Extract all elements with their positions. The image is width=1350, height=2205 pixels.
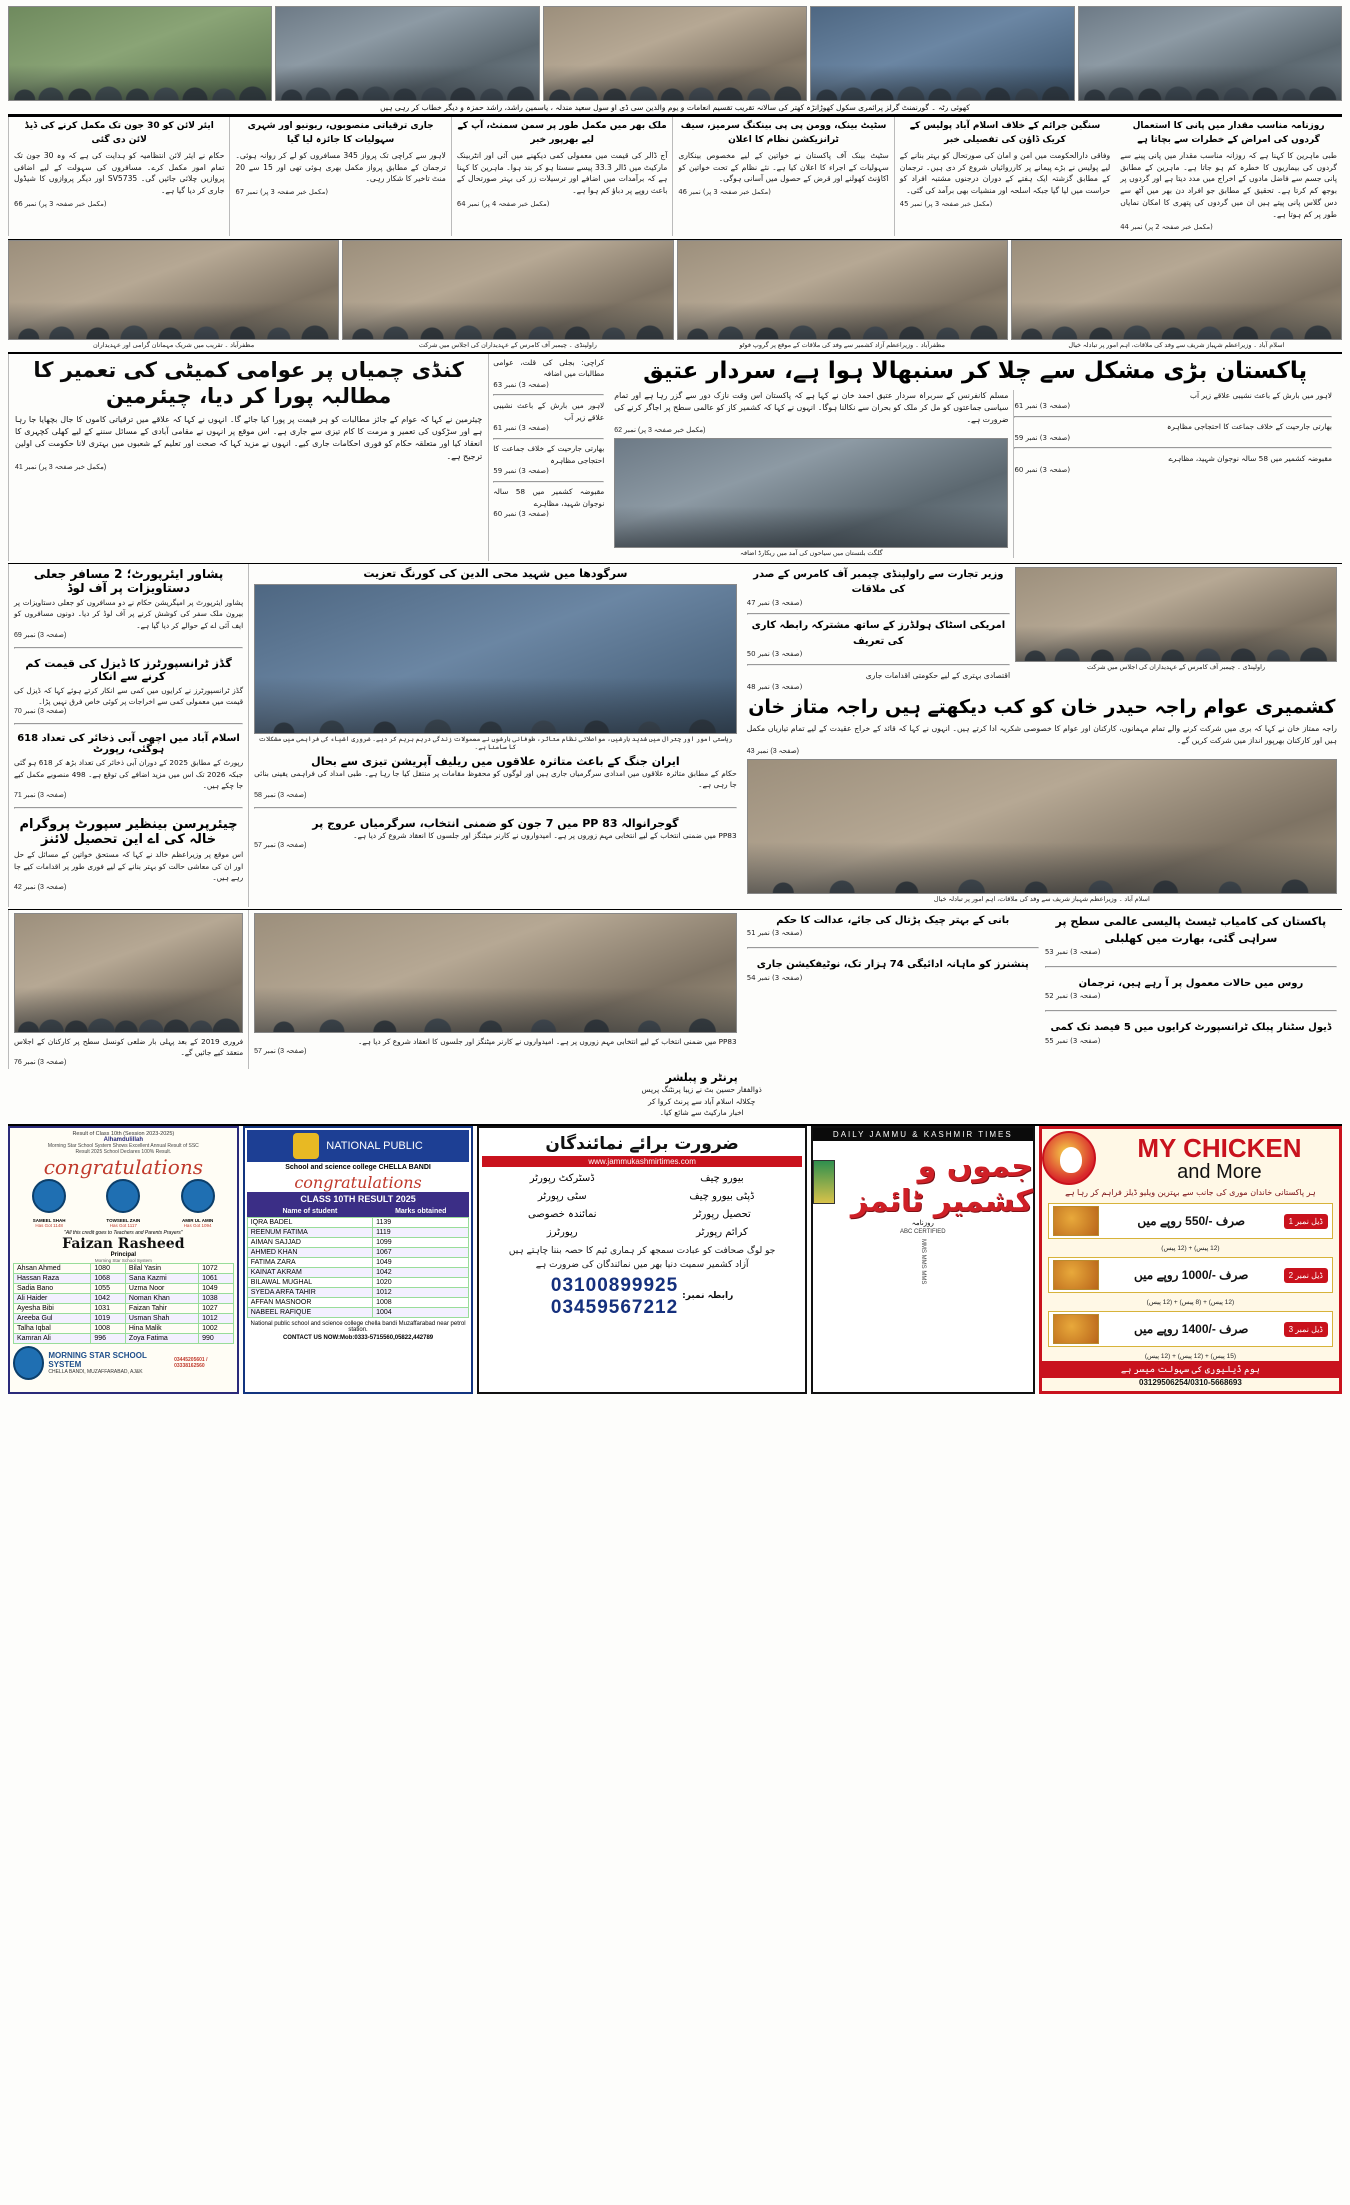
school-logo xyxy=(13,1346,44,1380)
table-row: IQRA BADEL 1139 xyxy=(247,1217,469,1227)
photo-event-2 xyxy=(275,6,539,101)
photo-event-1 xyxy=(8,6,272,101)
np-results-table: Name of student Marks obtained IQRA BADEL 1139 REENUM FATIMA 1119 AIMAN SAJJAD 1099 AHMED KHAN 1067 FATIMA ZARA 1049 KAINAT AKRAM 1042 BILAWAL MUGHAL 1020 SYEDA ARFA TAHIR 1012 AFFAN MASNOOR 1008 NABEEL RAFIQUE 1004 xyxy=(247,1206,470,1318)
top-photo-strip xyxy=(8,6,1342,101)
center-ad-column xyxy=(477,1126,806,1394)
side-briefs: کراچی: بجلی کی قلت، عوامی مطالبات میں اضافہ (صفحہ 3) نمبر 63 لاہور میں بارش کے باعث نشیبی علاقے زیر آب (صفحہ 3) نمبر 61 بھارتی جارحیت کے خلاف جماعت کا احتجاجی مظاہرہ (صفحہ 3) نمبر 59 مقبوضہ کشمیر میں 58 سالہ نوجوان شہید، مظاہرے (صفحہ 3) نمبر 60 xyxy=(488,354,608,561)
photo-seminar xyxy=(14,913,243,1033)
center-mid: سرگودھا میں شہید محی الدین کی کورنگ تعزیت ریاستی امور اور چترال میں شدید بارشیں، مواصلاتی نظام متاثر، طوفانی بارشوں نے معمولات زندگی درہم برہم کر دیے۔ ضروری اشیاء کی فراہمی میں مشکلات کا سامنا ہے۔ ایران جنگ کے باعث متاثرہ علاقوں میں ریلیف آپریشن تیزی سے بحال حکام کے مطابق متاثرہ علاقوں میں امدادی سرگرمیاں جاری ہیں اور لوگوں کو محفوظ مقامات پر منتقل کیا جا رہا ہے۔ طبی امداد کی فراہمی یقینی بنائی جا رہی ہے۔ (صفحہ 3) نمبر 58 گوجرانوالہ PP 83 میں 7 جون کو ضمنی انتخاب، سرگرمیاں عروج پر PP83 میں ضمنی انتخاب کے لیے انتخابی مہم زوروں پر ہے۔ امیدواروں نے کارنر میٹنگز اور جلسوں کا انعقاد شروع کر دیا ہے۔ (صفحہ 3) نمبر 57 xyxy=(248,564,742,907)
advert-band xyxy=(8,1124,1342,1394)
topper-avatar-2 xyxy=(106,1179,140,1213)
food-photo-icon xyxy=(1053,1260,1099,1290)
photo-chamber-meeting xyxy=(1015,567,1337,662)
news-item-1: روزنامہ مناسب مقدار میں پانی کا استعمال گردوں کی امراض کے خطرات سے بچاتا ہے طبی ماہرین کا کہنا ہے کہ روزانہ مناسب مقدار میں پانی پینے سے گردوں کی بیماریوں کا خطرہ کم ہو جاتا ہے۔ ماہرین کے مطابق پانی جسم سے فاضل مادوں کے اخراج میں مدد دیتا ہے اور گردوں پر بوجھ کم کرتا ہے۔ تحقیق کے مطابق جو افراد دن بھر میں آٹھ سے دس گلاس پانی پیتے ہیں ان میں گردوں کی پتھری کا امکان نمایاں طور پر کم ہوتا ہے۔ (مکمل خبر صفحہ 2 پر) نمبر 44 xyxy=(1120,121,1337,232)
masthead xyxy=(811,1126,1035,1394)
photo-meeting-1 xyxy=(8,240,339,340)
ad-national-public: NATIONAL PUBLIC School and science college CHELLA BANDI congratulations CLASS 10TH RESULT 2025 Name of student Marks obtained IQRA BADEL 1139 REENUM FATIMA 1119 AIMAN SAJJAD 1099 AHMED KHAN 1067 FATIMA ZARA 1049 KAINAT AKRAM 1042 BILAWAL MUGHAL 1020 SYEDA ARFA TAHIR 1012 AFFAN MASNOOR 1008 NABEEL RAFIQUE 1004 National public school and science college chella bandi Muzaffarabad near petrol station. CONTACT US NOW:Mob:0333-5715560,05822,442789 xyxy=(243,1126,474,1394)
printer-publisher-box: پرنٹر و پبلشر ذوالفقار حسین بٹ نے زیبا پرنٹنگ پریس چکلالہ اسلام آباد سے پرنٹ کروا کر اخبار مارکیٹ سے شائع کیا۔ xyxy=(641,1071,762,1118)
masthead-subtitle: روزنامہ xyxy=(911,1219,934,1227)
masthead-kicker: DAILY JAMMU & KASHMIR TIMES xyxy=(813,1128,1033,1141)
table-row: REENUM FATIMA 1119 xyxy=(247,1227,469,1237)
table-row: SYEDA ARFA TAHIR 1012 xyxy=(247,1287,469,1297)
news-item-5: جاری ترقیاتی منصوبوں، ریونیو اور شہری سہولیات کا جائزہ لیا گیا لاہور سے کراچی تک پرواز 345 مسافروں کو لے کر روانہ ہوئی۔ ترجمان کے مطابق پرواز مکمل بھری ہوئی تھی اور 15 سے 20 منٹ تاخیر کا شکار رہی۔ (مکمل خبر صفحہ 3 پر) نمبر 67 xyxy=(229,117,450,236)
bottom-center-photo-col: PP83 میں ضمنی انتخاب کے لیے انتخابی مہم زوروں پر ہے۔ امیدواروں نے کارنر میٹنگز اور جلسوں کا انعقاد شروع کر دیا ہے۔ (صفحہ 3) نمبر 57 xyxy=(248,910,742,1070)
photo-sand-heap xyxy=(614,438,1008,548)
food-photo-icon xyxy=(1053,1206,1099,1236)
deal-row-2: صرف -/1000 روپے میں ڈیل نمبر 2 xyxy=(1048,1257,1333,1293)
photo-event-3 xyxy=(543,6,807,101)
news-item-6: ایئر لائن کو 30 جون تک مکمل کرنے کی ڈیڈ لائن دی گئی حکام نے ایئر لائن انتظامیہ کو ہدایت کی ہے کہ وہ 30 جون تک تمام امور مکمل کرے۔ مسافروں کی سہولت کے لیے اضافی پروازیں چلائی جائیں گی۔ SV5735 اور دیگر پروازوں کا شیڈول جاری کر دیا گیا ہے۔ (مکمل خبر صفحہ 3 پر) نمبر 66 xyxy=(8,117,229,236)
photo-police-officials xyxy=(254,584,737,734)
table-row: AIMAN SAJJAD 1099 xyxy=(247,1237,469,1247)
right-briefs: لاہور میں بارش کے باعث نشیبی علاقے زیر آب (صفحہ 3) نمبر 61 بھارتی جارحیت کے خلاف جماعت کا احتجاجی مظاہرہ (صفحہ 3) نمبر 59 مقبوضہ کشمیر میں 58 سالہ نوجوان شہید، مظاہرے (صفحہ 3) نمبر 60 xyxy=(1013,390,1336,558)
right-mid: وزیر تجارت سے راولپنڈی چیمبر آف کامرس کے صدر کی ملاقات (صفحہ 3) نمبر 47 امریکی اسٹاک ہولڈرز کے ساتھ مشترکہ رابطہ کاری کی تعریف (صفحہ 3) نمبر 50 اقتصادی بہتری کے لیے حکومتی اقدامات جاری (صفحہ 3) نمبر 48 راولپنڈی ۔ چیمبر آف کامرس کے عہدیداران کی اجلاس میں شرکت کشمیری عوام راجہ حیدر خان کو کب دیکھتے ہیں راجہ متاز خان راجہ ممتاز خان نے کہا کہ بری میں شرکت کرنے والے تمام مہمانوں، کارکنان اور عوام کا خصوصی شکریہ ادا کرتے ہیں۔ انہوں نے کہا کہ قائد کے خراج عقیدت کے لیے تمام تیاریاں مکمل ہیں اور کارکنان بھرپور انداز میں شرکت کریں گے۔ (صفحہ 3) نمبر 43 اسلام آباد ۔ وزیراعظم شہباز شریف سے وفد کی ملاقات، اہم امور پر تبادلہ خیال xyxy=(746,568,1337,903)
lead-stories-row xyxy=(8,352,1342,561)
side-label: MMS MMS MMS xyxy=(919,1238,926,1285)
food-photo-icon xyxy=(1053,1314,1099,1344)
photo-row-2: مظفرآباد ۔ تقریب میں شریک مہمانان گرامی اور عہدیداران راولپنڈی ۔ چیمبر آف کامرس کے عہدیداران کی اجلاس میں شرکت مظفرآباد ۔ وزیراعظم آزاد کشمیر سے وفد کی ملاقات کے موقع پر گروپ فوٹو اسلام آباد ۔ وزیراعظم شہباز شریف سے وفد کی ملاقات، اہم امور پر تبادلہ خیال xyxy=(8,239,1342,350)
photo-event-5 xyxy=(1078,6,1342,101)
table-row: AFFAN MASNOOR 1008 xyxy=(247,1297,469,1307)
photo-drawing-room xyxy=(747,759,1337,894)
topper-avatar-1 xyxy=(32,1179,66,1213)
news-item-4: سٹیٹ بینک، وومن پی پی بینکنگ سرمیز، سیف ٹرانزیکشن نظام کا اعلان سٹیٹ بینک آف پاکستان نے خواتین کے لیے مخصوص بینکاری سہولیات کے اجراء کا اعلان کیا ہے۔ نئے نظام کے تحت خواتین کو اکاؤنٹ کھولنے اور قرض کے حصول میں آسانی ہوگی۔ (مکمل خبر صفحہ 3 پر) نمبر 46 xyxy=(672,117,893,236)
masthead-title-urdu: جموں و کشمیر ٹائمز xyxy=(850,1148,1033,1219)
lead-story-left: کنڈی چمیاں پر عوامی کمیٹی کی تعمیر کا مطالبہ پورا کر دیا، چیئرمین چیئرمین نے کہا کہ عوام کے جائز مطالبات کو ہر قیمت پر پورا کیا جائے گا۔ انہوں نے کہا کہ علاقے میں ترقیاتی کاموں کا جال بچھایا جا رہا ہے اور سڑکوں کی تعمیر و مرمت کا کام تیزی سے جاری ہے۔ اس موقع پر انہوں نے مقامی آبادی کے مسائل سننے کے لیے کھلی کچہری کا انعقاد کیا اور متعلقہ حکام کو فوری احکامات جاری کیے۔ انہوں نے مزید کہا کہ صحت اور تعلیم کے شعبوں میں بہتری لانا حکومت کی اولین ترجیح ہے۔ (مکمل خبر صفحہ 3 پر) نمبر 41 xyxy=(8,354,488,561)
photo-meeting-4 xyxy=(1011,240,1342,340)
contact-phone-1: 03100899925 xyxy=(550,1274,679,1296)
bottom-left-photo-col: فروری 2019 کے بعد پہلی بار ضلعی کونسل سطح پر کارکنان کے اجلاس منعقد کیے جائیں گے۔ (صفحہ 3) نمبر 76 xyxy=(8,910,248,1070)
deal-row-3: صرف -/1400 روپے میں ڈیل نمبر 3 xyxy=(1048,1311,1333,1347)
np-logo-icon xyxy=(293,1133,319,1159)
news-item-2: سنگین جرائم کے خلاف اسلام آباد پولیس کے کریک ڈاؤن کی تفصیلی خبر وفاقی دارالحکومت میں امن و امان کی صورتحال کو بہتر بنانے کے لیے پولیس نے بڑے پیمانے پر کارروائیاں شروع کر دی ہیں۔ ترجمان کے مطابق گزشتہ ایک ہفتے کے دوران درجنوں مشتبہ افراد کو حراست میں لیا گیا جبکہ اسلحہ اور منشیات بھی برآمد کی گئی۔ (مکمل خبر صفحہ 3 پر) نمبر 45 xyxy=(894,117,1115,236)
lead-story-right: پاکستان بڑی مشکل سے چلا کر سنبھالا ہوا ہے، سردار عتیق مسلم کانفرنس کے سربراہ سردار عتیق احمد خان نے کہا ہے کہ پاکستان اس وقت نازک دور سے گزر رہا ہے اور تمام سیاسی جماعتوں کو مل کر ملک کو بحران سے نکالنا ہوگا۔ انہوں نے کہا کہ کشمیر کاز کو عالمی سطح پر اجاگر کرنے کی ضرورت ہے۔ (مکمل خبر صفحہ 3 پر) نمبر 62 گلگت بلتستان میں سیاحوں کی آمد میں ریکارڈ اضافہ لاہور میں بارش کے باعث نشیبی علاقے زیر آب (صفحہ 3) نمبر 61 بھارتی جارحیت کے خلاف جماعت کا احتجاجی مظاہرہ (صفحہ 3) نمبر 59 مقبوضہ کشمیر میں 58 سالہ نوجوان شہید، مظاہرے (صفحہ 3) نمبر 60 xyxy=(608,354,1342,561)
table-row: FATIMA ZARA 1049 xyxy=(247,1257,469,1267)
map-logo-icon xyxy=(813,1160,835,1204)
ad-requirements: ضرورت برائے نمائندگان www.jammukashmirtimes.com ڈسٹرکٹ رپورٹر سٹی رپورٹر نمائندہ خصوصی رپورٹرز بیورو چیف ڈپٹی بیورو چیف تحصیل رپورٹر کرائم رپورٹر جو لوگ صحافت کو عبادت سمجھ کر ہماری ٹیم کا حصہ بننا چاہتے ہیں آزاد کشمیر سمیت دنیا بھر میں نمائندگان کی ضرورت ہے 03100899925 03459567212 رابطہ نمبر: xyxy=(477,1126,806,1394)
table-row: AHMED KHAN 1067 xyxy=(247,1247,469,1257)
contact-phone-2: 03459567212 xyxy=(550,1296,679,1318)
table-row: BILAWAL MUGHAL 1020 xyxy=(247,1277,469,1287)
website-bar: www.jammukashmirtimes.com xyxy=(482,1156,801,1167)
np-header: NATIONAL PUBLIC xyxy=(247,1130,470,1162)
topper-avatar-3 xyxy=(181,1179,215,1213)
ad-my-chicken: MY CHICKEN and More ہر پاکستانی خاندان موری کی جانب سے بہترین ویلیو ڈیلز فراہم کر رہا ہے صرف -/550 روپے میں ڈیل نمبر 1 (12 پیس) + (12 پیس) صرف -/1000 روپے میں ڈیل نمبر 2 (12 پیس) + (8 پیس) + (12 پیس) صرف -/1400 روپے میں ڈیل نمبر 3 (15 پیس) + (12 پیس) + (12 پیس) ہوم ڈیلیوری کی سہولت میسر ہے 03129506254/0310-5668693 xyxy=(1039,1126,1342,1394)
table-row: KAINAT AKRAM 1042 xyxy=(247,1267,469,1277)
photo-meeting-2 xyxy=(342,240,673,340)
ad-morning-star-result: Result of Class 10th (Session 2023-2025) Alhamdulillah Morning Star School System Shows Excellent Annual Result of SSC Result 2025 School Declares 100% Result. congratulations SAMEEL SHAH Has Got 1148 TOWSEEL ZAIN Has Got 1117 AMIR UL AMIN Has Got 1094 "All this credit goes to Teachers and Parents Prayers" Faizan Rasheed Principal Morning Star School System Ahsan Ahmed 1080 Bilal Yasin 1072 Hassan Raza 1068 Sana Kazmi 1061 Sadia Bano 1055 Uzma Noor 1049 Ali Haider 1042 Noman Khan 1038 Ayesha Bibi 1031 Faizan Tahir 1027 Areeba Gul 1019 Usman Shah 1012 Talha Iqbal 1008 Hina Malik 1002 Kamran Ali 996 Zoya Fatima 990 MORNING STAR SCHOOL SYSTEM CHELLA BANDI, MUZAFFARABAD, AJ&K 03445205601 / 03338162560 xyxy=(8,1126,239,1394)
chicken-logo-icon xyxy=(1042,1131,1096,1185)
deal-row-1: صرف -/550 روپے میں ڈیل نمبر 1 xyxy=(1048,1203,1333,1239)
bottom-news-row xyxy=(8,909,1342,1070)
ad-footer: ہوم ڈیلیوری کی سہولت میسر ہے xyxy=(1042,1361,1339,1378)
table-row: NABEEL RAFIQUE 1004 xyxy=(247,1307,469,1317)
ad-phones: 03129506254/0310-5668693 xyxy=(1139,1378,1242,1388)
left-mid-stories: پشاور ایئرپورٹ؛ 2 مسافر جعلی دستاویزات پر آف لوڈ پشاور ایئرپورٹ پر امیگریشن حکام نے دو مسافروں کو جعلی دستاویزات پر بیرون ملک سفر کی کوشش کرنے پر آف لوڈ کر دیا۔ دونوں مسافروں کو ایف آئی اے کے حوالے کر دیا گیا ہے۔ (صفحہ 3) نمبر 69 گڈز ٹرانسپورٹرز کا ڈیزل کی قیمت کم کرنے سے انکار گڈز ٹرانسپورٹرز نے کرایوں میں کمی سے انکار کرتے ہوئے کہا کہ ڈیزل کی قیمت میں معمولی کمی سے اخراجات پر کوئی خاص فرق نہیں پڑا۔ (صفحہ 3) نمبر 70 اسلام آباد میں اچھی آبی ذخائر کی تعداد 618 ہوگئی، رپورٹ رپورٹ کے مطابق 2025 کے دوران آبی ذخائر کی تعداد بڑھ کر 618 ہو گئی جبکہ 2026 تک اس میں مزید اضافے کی توقع ہے۔ 498 منصوبے مکمل کیے جا چکے ہیں۔ (صفحہ 3) نمبر 71 چیئرپرسن بینظیر سپورٹ پروگرام خالہ کی اے این تحصیل لائنز اس موقع پر وزیراعظم خالد نے کہا کہ مستحق خواتین کے مسائل کے حل اور ان کی معاشی حالت کو بہتر بنانے کے لیے فوری طور پر اقدامات کیے جا رہے ہیں۔ (صفحہ 3) نمبر 42 xyxy=(8,564,248,907)
photo-event-4 xyxy=(810,6,1074,101)
news-row-1 xyxy=(8,115,1342,236)
top-strip-caption: کھوئی رٹہ ۔ گورنمنٹ گرلز پرائمری سکول کھوڑانڑہ کھتر کی سالانہ تقریب تقسیم انعامات و یوم والدین سی ڈی او سول سعید مندلہ ، یاسمین راشد، راشد حمزہ و دیگر خطاب کر رہی ہیں xyxy=(8,101,1342,115)
bottom-right-briefs: بانی کے بہتر چیک پڑتال کی جائے، عدالت کا حکم (صفحہ 3) نمبر 51 پنشنرز کو ماہانہ ادائیگی 74 ہزار تک، نوٹیفکیشن جاری (صفحہ 3) نمبر 54 پاکستان کی کامیاب ٹیسٹ پالیسی عالمی سطح پر سراہی گئی، بھارت میں کھلبلی (صفحہ 3) نمبر 53 روس میں حالات معمول پر آ رہے ہیں، ترجمان (صفحہ 3) نمبر 52 ڈیول سٹنار پبلک ٹرانسپورٹ کرایوں میں 5 فیصد تک کمی (صفحہ 3) نمبر 55 xyxy=(742,910,1342,1070)
result-students-table: Ahsan Ahmed 1080 Bilal Yasin 1072 Hassan Raza 1068 Sana Kazmi 1061 Sadia Bano 1055 Uzma Noor 1049 Ali Haider 1042 Noman Khan 1038 Ayesha Bibi 1031 Faizan Tahir 1027 Areeba Gul 1019 Usman Shah 1012 Talha Iqbal 1008 Hina Malik 1002 Kamran Ali 996 Zoya Fatima 990 xyxy=(13,1263,234,1344)
photo-rally xyxy=(254,913,737,1033)
news-item-3: ملک بھر میں مکمل طور پر سمن سمنٹ، آپ کے لیے بھرپور خبر آج ڈالر کی قیمت میں معمولی کمی دیکھنے میں آئی اور انٹربینک مارکیٹ میں ڈالر 33.3 پیسے سستا ہو کر بند ہوا۔ ماہرین کا کہنا ہے کہ برآمدات میں اضافے اور ترسیلات زر کی بہتر صورتحال کے باعث روپے پر دباؤ کم ہوا ہے۔ (مکمل خبر صفحہ 4 پر) نمبر 64 xyxy=(451,117,672,236)
mid-section xyxy=(8,563,1342,907)
photo-meeting-3 xyxy=(677,240,1008,340)
abc-certified: ABC CERTIFIED xyxy=(900,1228,946,1235)
